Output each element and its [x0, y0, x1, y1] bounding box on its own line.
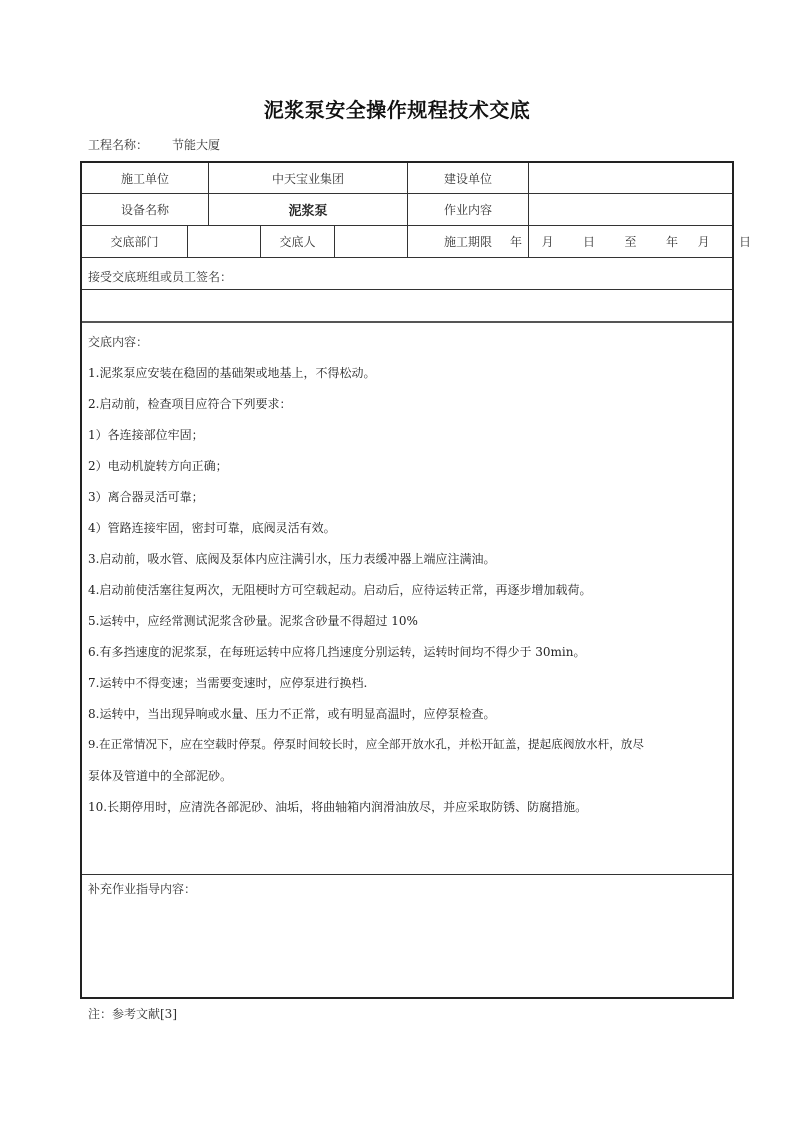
- briefing-content-label: 交底内容：: [88, 335, 149, 349]
- department-label: 交底部门: [110, 235, 159, 249]
- builder-unit-label: 建设单位: [443, 171, 492, 186]
- signature-label: 接受交底班组或员工签名：: [88, 270, 233, 284]
- document-title: 泥浆泵安全操作规程技术交底: [263, 98, 531, 122]
- briefing-line: 3.启动前，吸水管、底阀及泵体内应注满引水，压力表缓冲器上端应注满油。: [88, 552, 496, 566]
- briefing-line: 泵体及管道中的全部泥砂。: [88, 769, 233, 783]
- row-divider: [82, 321, 732, 323]
- work-content-label: 作业内容: [443, 203, 492, 217]
- briefing-line: 4）管路连接牢固，密封可靠，底阀灵活有效。: [88, 521, 336, 535]
- briefer-value[interactable]: [335, 226, 407, 257]
- supplement-field[interactable]: [82, 898, 732, 995]
- briefer-label: 交底人: [279, 235, 316, 249]
- project-name-label: 工程名称：: [88, 138, 149, 152]
- briefing-line: 2）电动机旋转方向正确；: [88, 459, 228, 473]
- briefing-line: 4.启动前使活塞往复两次，无阻梗时方可空载起动。启动后，应待运转正常，再逐步增加载荷。: [88, 583, 592, 597]
- briefing-line: 5.运转中，应经常测试泥浆含砂量。泥浆含砂量不得超过 10%: [88, 614, 418, 628]
- supplement-label: 补充作业指导内容：: [88, 882, 197, 896]
- period-label: 施工期限: [443, 235, 492, 249]
- briefing-line: 6.有多挡速度的泥浆泵，在每班运转中应将几挡速度分别运转，运转时间均不得少于 30min。: [88, 645, 586, 659]
- row-divider: [82, 257, 732, 258]
- footer-note: 注：参考文献[3]: [88, 1007, 177, 1021]
- briefing-line: 10.长期停用时，应清洗各部泥砂、油垢，将曲轴箱内润滑油放尽，并应采取防锈、防腐措施。: [88, 800, 588, 814]
- briefing-line: 1.泥浆泵应安装在稳固的基础架或地基上，不得松动。: [88, 366, 376, 380]
- equipment-name-value[interactable]: 泥浆泵: [288, 204, 328, 219]
- signature-field[interactable]: [82, 290, 732, 321]
- briefing-line: 1）各连接部位牢固；: [88, 428, 204, 442]
- construction-unit-value[interactable]: 中天宝业集团: [271, 171, 344, 186]
- builder-unit-value[interactable]: [529, 163, 732, 193]
- project-name-value: 节能大厦: [172, 138, 221, 152]
- briefing-line: 3）离合器灵活可靠；: [88, 490, 204, 504]
- work-content-value[interactable]: [529, 194, 732, 225]
- briefing-line: 2.启动前，检查项目应符合下列要求：: [88, 397, 292, 411]
- briefing-line: 7.运转中不得变速；当需要变速时，应停泵进行换档.: [88, 676, 368, 690]
- briefing-line: 9.在正常情况下，应在空载时停泵。停泵时间较长时，应全部开放水孔，并松开缸盖，提起底阀放水杆，放尽: [88, 737, 644, 751]
- construction-unit-label: 施工单位: [120, 171, 169, 186]
- project-name-row: [88, 136, 220, 153]
- department-value[interactable]: [188, 226, 260, 257]
- row-divider: [82, 874, 732, 875]
- equipment-name-label: 设备名称: [120, 203, 169, 217]
- period-value[interactable]: 年 月 日 至 年 月 日: [509, 235, 752, 249]
- briefing-line: 8.运转中，当出现异响或水量、压力不正常，或有明显高温时，应停泵检查。: [88, 707, 496, 721]
- briefing-form-table: [80, 161, 752, 999]
